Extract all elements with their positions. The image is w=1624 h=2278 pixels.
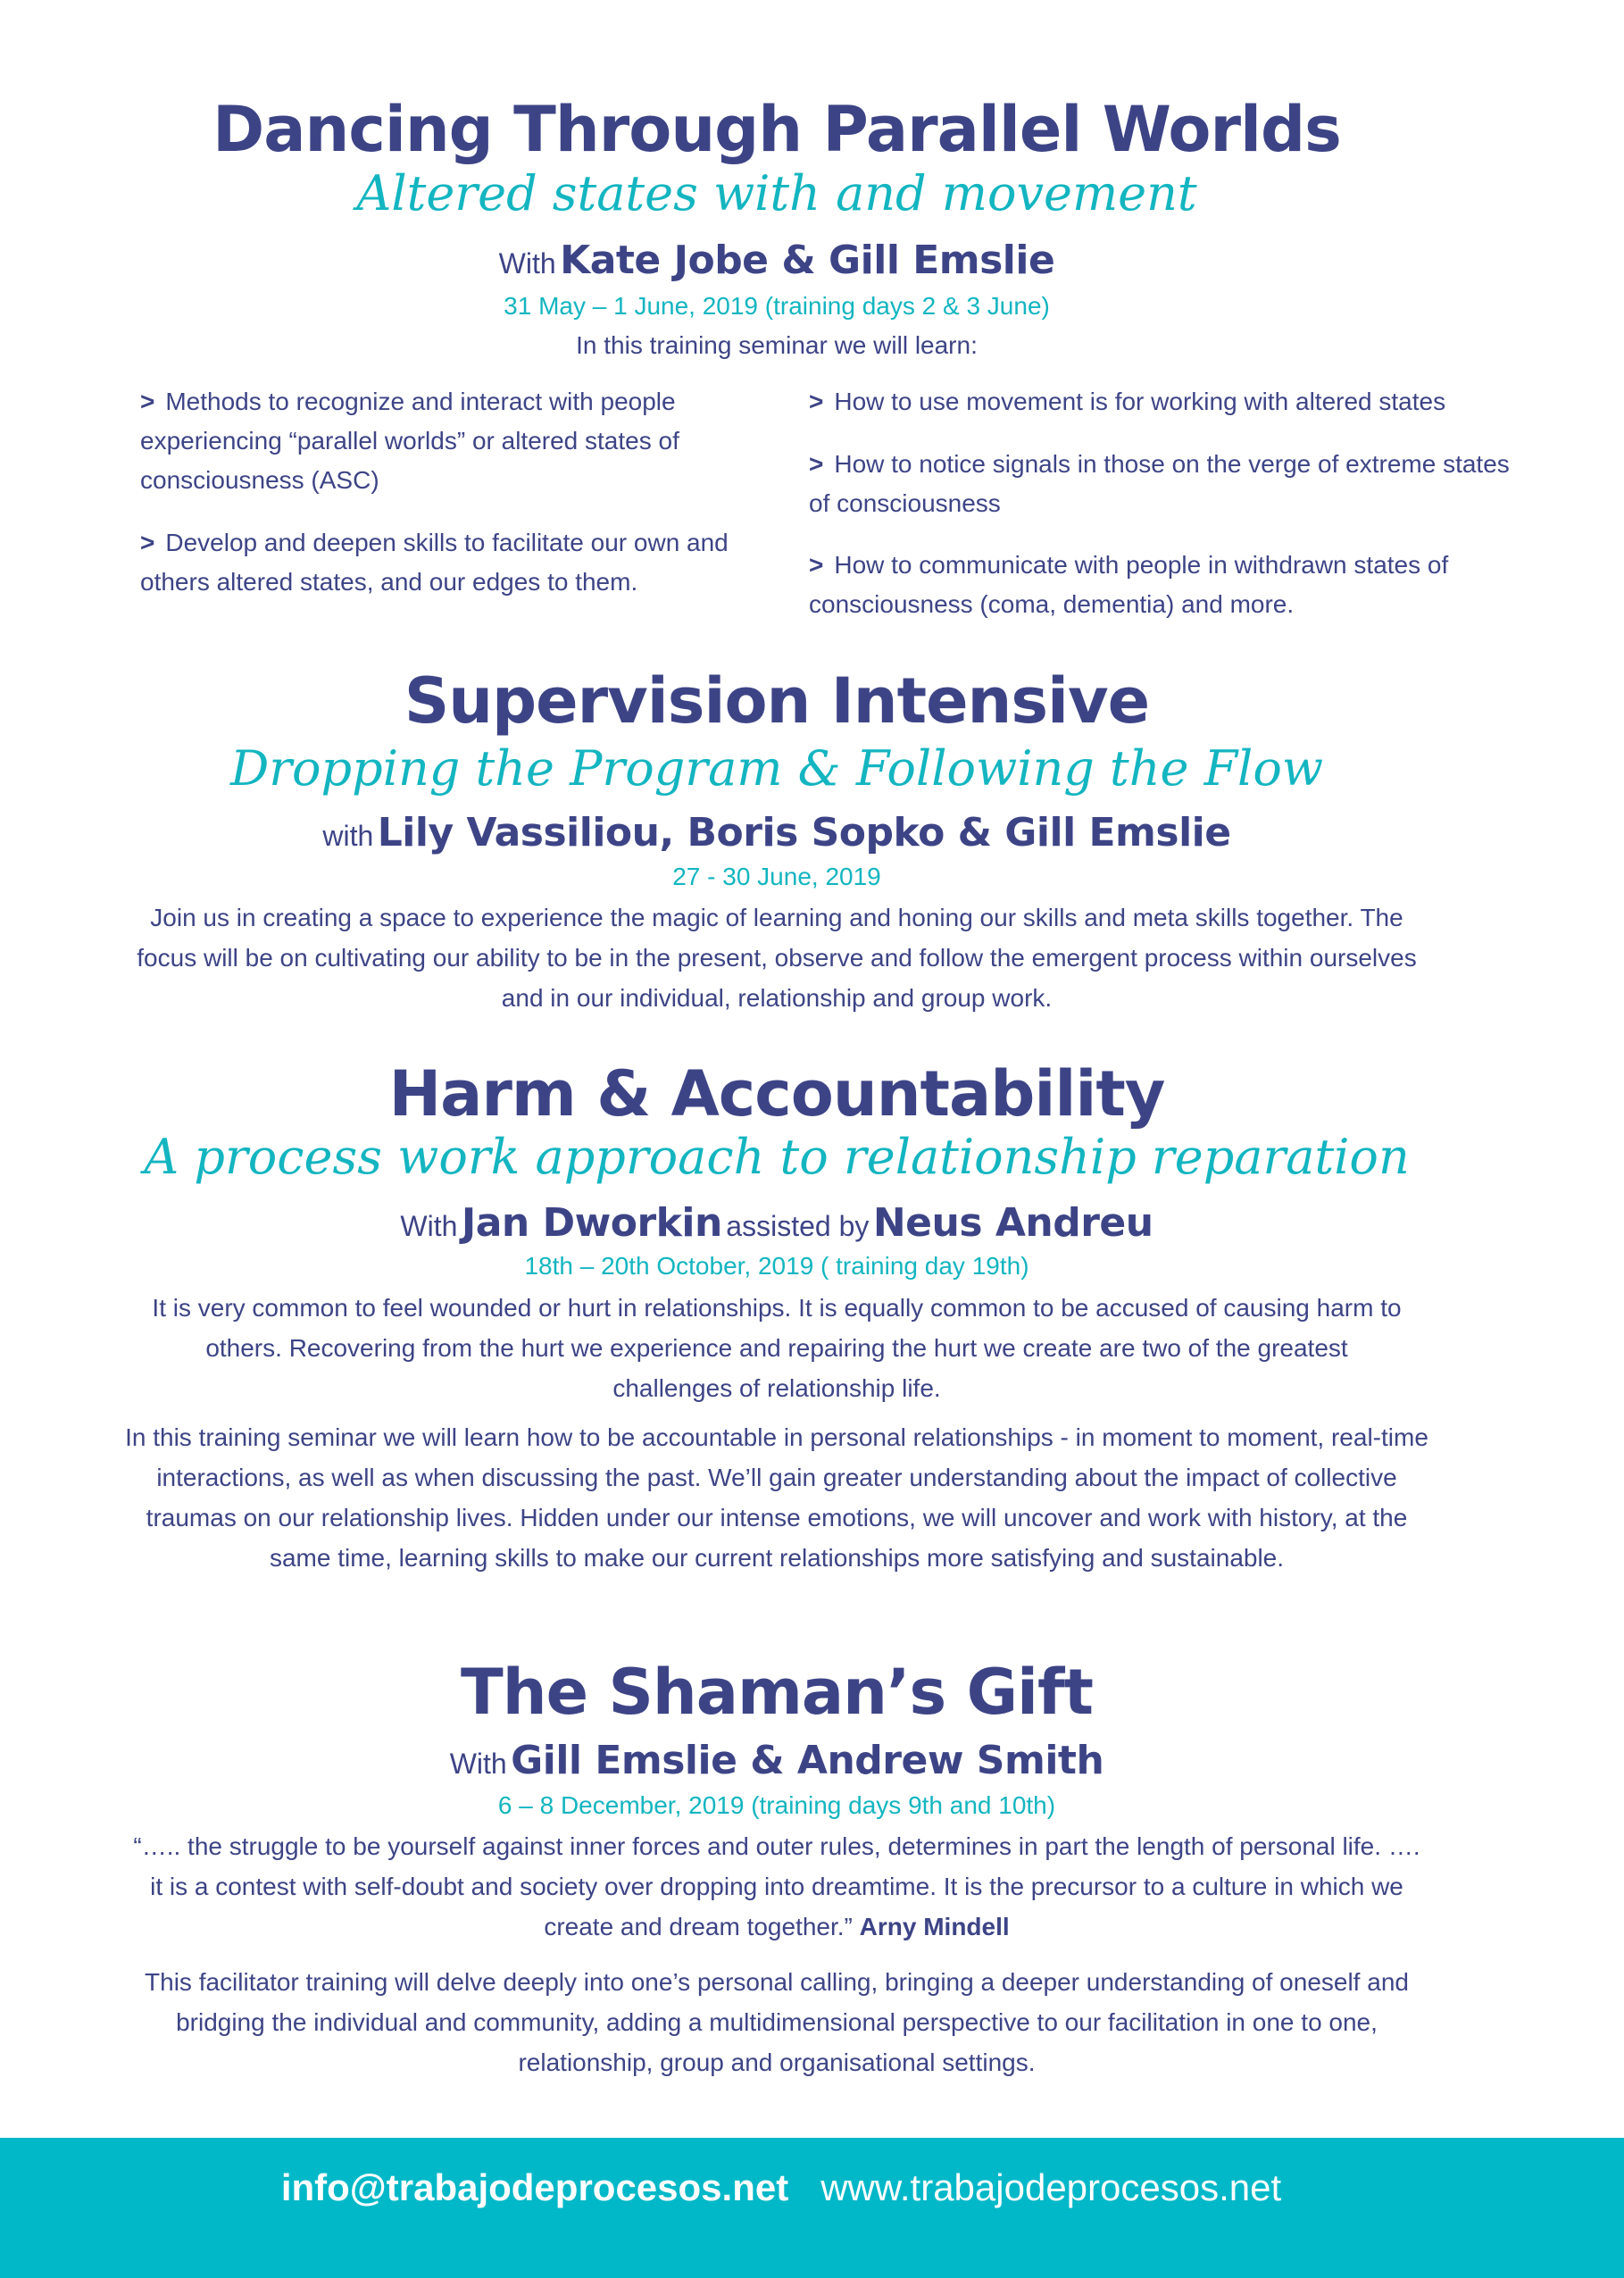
section-paragraph: This facilitator training will delve deeply into one’s personal calling, bringing a deeper understanding of oneself and bridging the individual and community, adding a multidimensional perspective to our facilitation in one to one, relationship, group and organisational settings. (145, 1968, 1409, 2076)
section-title: Dancing Through Parallel Worlds (212, 93, 1341, 166)
section-description: Join us in creating a space to experience the magic of learning and honing our skills and meta skills together. The focus will be on cultivating our ability to be in the present, observe and follow the emergent process within ourselves and in our individual, relationship and group work. (137, 904, 1417, 1012)
facilitators-line (0, 1738, 1553, 1783)
section-paragraph: It is very common to feel wounded or hurt in relationships. It is equally common to be accused of causing harm to others. Recovering from the hurt we experience and repairing the hurt we create are two of the greatest challenges of relationship life. (152, 1294, 1402, 1402)
bullet-marker: > (809, 388, 824, 415)
event-date: 27 - 30 June, 2019 (672, 863, 881, 890)
quote-text: “….. the struggle to be yourself against inner forces and outer rules, determines in part the length of personal life. …. it is a contest with self-doubt and society over dropping into dreamtime. It is the precursor to a culture in which we create and dream together.” (133, 1832, 1420, 1940)
event-date: 6 – 8 December, 2019 (training days 9th and 10th) (497, 1791, 1056, 1819)
bullet-text: Methods to recognize and interact with people experiencing “parallel worlds” or altered states of consciousness (ASC) (140, 388, 679, 494)
bullet-item (809, 382, 1523, 421)
assisted-by-label: assisted by (726, 1210, 870, 1242)
bullet-text: How to use movement is for working with altered states (834, 388, 1446, 415)
with-prefix: With (449, 1748, 507, 1780)
bullet-item (809, 546, 1523, 624)
quote-block (125, 1826, 1428, 1947)
footer-contact (0, 2165, 1562, 2211)
bullet-item (140, 382, 747, 500)
section-title: Harm & Accountability (388, 1057, 1165, 1131)
facilitators-line (0, 1200, 1553, 1246)
quote-author: Arny Mindell (859, 1913, 1010, 1940)
bullet-marker: > (809, 450, 824, 478)
with-prefix: With (498, 247, 556, 280)
event-date: 18th – 20th October, 2019 ( training day 19th) (524, 1252, 1029, 1280)
with-prefix: with (322, 820, 374, 852)
bullet-text: How to communicate with people in withdrawn states of consciousness (coma, dementia) and more. (809, 551, 1449, 618)
facilitator-name: Jan Dworkin (461, 1200, 722, 1246)
event-date: 31 May – 1 June, 2019 (training days 2 & 3 June) (504, 292, 1050, 320)
facilitator-names: Gill Emslie & Andrew Smith (511, 1738, 1104, 1783)
intro-text: In this training seminar we will learn: (576, 331, 978, 359)
bullet-item (140, 523, 747, 602)
section-title: Supervision Intensive (404, 664, 1150, 738)
facilitators-line (0, 810, 1553, 855)
section-subtitle: A process work approach to relationship reparation (144, 1129, 1410, 1185)
facilitators-line (0, 238, 1553, 283)
section-paragraph: In this training seminar we will learn how to be accountable in personal relationships - in moment to moment, real-time interactions, as well as when discussing the past. We’ll gain greater understanding about the impact of collective traumas on our relationship lives. Hidden under our intense emotions, we will uncover and work with history, at the same time, learning skills to make our current relationships more satisfying and sustainable. (125, 1423, 1428, 1572)
email-link[interactable]: info@trabajodeprocesos.net (280, 2166, 789, 2208)
with-prefix: With (400, 1210, 458, 1242)
bullet-marker: > (809, 551, 824, 579)
facilitator-names: Kate Jobe & Gill Emslie (560, 238, 1055, 283)
bullet-marker: > (140, 529, 155, 556)
bullet-text: How to notice signals in those on the verge of extreme states of consciousness (809, 450, 1510, 517)
section-title: The Shaman’s Gift (461, 1656, 1093, 1729)
assistant-name: Neus Andreu (872, 1200, 1153, 1246)
bullet-text: Develop and deepen skills to facilitate our own and others altered states, and our edges to them. (140, 529, 729, 596)
bullet-marker: > (140, 388, 155, 415)
website-link[interactable]: www.trabajodeprocesos.net (820, 2166, 1282, 2208)
section-subtitle: Dropping the Program & Following the Flow (229, 740, 1324, 797)
section-subtitle: Altered states with and movement (356, 165, 1197, 221)
facilitator-names: Lily Vassiliou, Boris Sopko & Gill Emslie (377, 810, 1231, 855)
bullet-item (809, 445, 1523, 523)
